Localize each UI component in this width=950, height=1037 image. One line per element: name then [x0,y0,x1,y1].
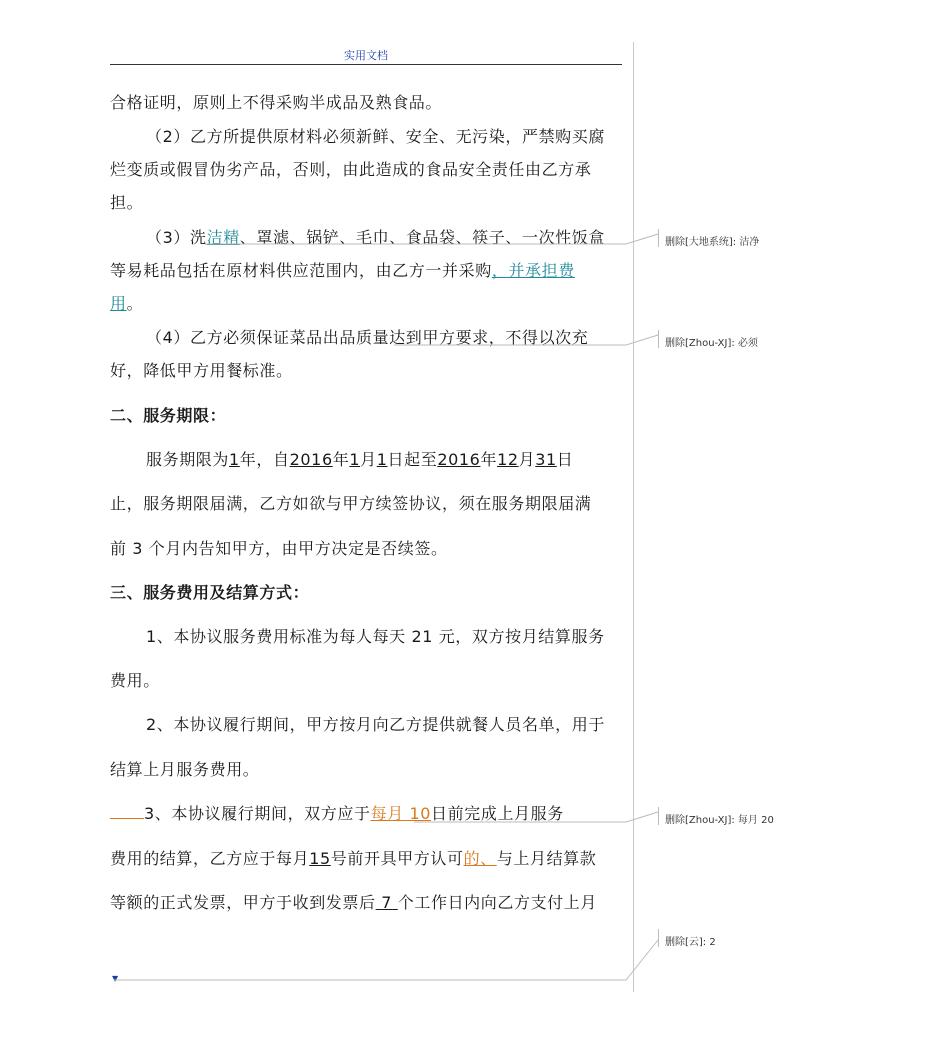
text-run: 个工作日内向乙方支付上月 [397,893,597,912]
text-run: 日起至 [387,450,438,469]
body-line: 担。 [110,193,144,212]
filled-blank: 12 [497,450,519,469]
text-run: 年，自 [239,450,290,469]
body-line: 1、本协议服务费用标准为每人每天 21 元，双方按月结算服务 [146,627,605,646]
body-line: 结算上月服务费用。 [110,760,260,779]
leader-line-comment-3 [414,812,658,822]
leader-line-comment-2 [394,335,658,345]
body-line: 前 3 个月内告知甲方，由甲方决定是否续签。 [110,539,448,558]
filled-blank: 2016 [437,450,481,469]
filled-blank: 15 [309,849,331,868]
body-line: 费用。 [110,671,160,690]
body-line: （2）乙方所提供原材料必须新鲜、安全、无污染，严禁购买腐 [146,127,605,146]
text-run: 月 [360,450,377,469]
tracked-insertion[interactable]: 每月 10 [370,804,432,823]
body-line: 烂变质或假冒伪劣产品，否则，由此造成的食品安全责任由乙方承 [110,160,592,179]
text-run: 年 [480,450,498,469]
body-line: 合格证明，原则上不得采购半成品及熟食品。 [110,93,443,112]
text-run: 等易耗品包括在原材料供应范围内，由乙方一并采购 [110,261,492,280]
leader-line-comment-1 [205,234,658,244]
anchor-marker-icon: ▼ [112,974,119,983]
comment-bar [658,807,659,825]
text-run: 服务期限为 [146,450,230,469]
body-line: （4）乙方必须保证菜品出品质量达到甲方要求，不得以次充 [146,328,589,347]
filled-blank: 1 [229,450,240,469]
comment-balloon[interactable]: 删除[云]: 2 [665,937,716,948]
text-run: 日前完成上月服务 [431,804,564,823]
text-run: 与上月结算款 [496,849,597,868]
comment-balloon[interactable]: 删除[大地系统]: 洁净 [665,237,760,248]
text-run: （3）洗 [146,228,207,247]
filled-blank: 31 [535,450,557,469]
section-heading: 三、服务费用及结算方式： [110,583,310,602]
filled-blank: 1 [349,450,361,469]
body-line: 止，服务期限届满，乙方如欲与甲方续签协议，须在服务期限届满 [110,494,592,513]
tracked-insertion[interactable]: 用 [110,294,127,313]
text-run: 月 [518,450,536,469]
body-line: 好，降低甲方用餐标准。 [110,361,293,380]
text-run: 3、本协议履行期间，双方应于 [144,804,371,823]
text-run: 。 [126,294,144,313]
tracked-insertion[interactable]: 洁精 [206,228,240,247]
tracked-insertion[interactable]: ，并承担费 [491,261,575,280]
comment-balloon[interactable]: 删除[Zhou-XJ]: 必须 [665,338,758,349]
comment-bar [658,330,659,348]
text-run: 、罩滤、锅铲、毛巾、食品袋、筷子、一次性饭盒 [239,228,605,247]
page-header-title: 实用文档 [344,49,388,62]
text-run: 号前开具甲方认可 [330,849,464,868]
body-line: 2、本协议履行期间，甲方按月向乙方提供就餐人员名单，用于 [146,715,605,734]
filled-blank-value: 7 [381,893,393,912]
text-run: 费用的结算，乙方应于每月 [110,849,310,868]
text-run: 年 [332,450,350,469]
filled-blank: 1 [376,450,388,469]
tracked-insertion[interactable]: 的、 [463,849,497,868]
filled-blank: 2016 [289,450,333,469]
text-run: 等额的正式发票，甲方于收到发票后 [110,893,376,912]
comment-balloon[interactable]: 删除[Zhou-XJ]: 每月 20 [665,815,774,826]
text-run: 日 [556,450,574,469]
section-heading: 二、服务期限： [110,406,227,425]
comment-bar [658,229,659,247]
leader-line-comment-4 [114,940,658,980]
comment-bar [658,929,659,947]
